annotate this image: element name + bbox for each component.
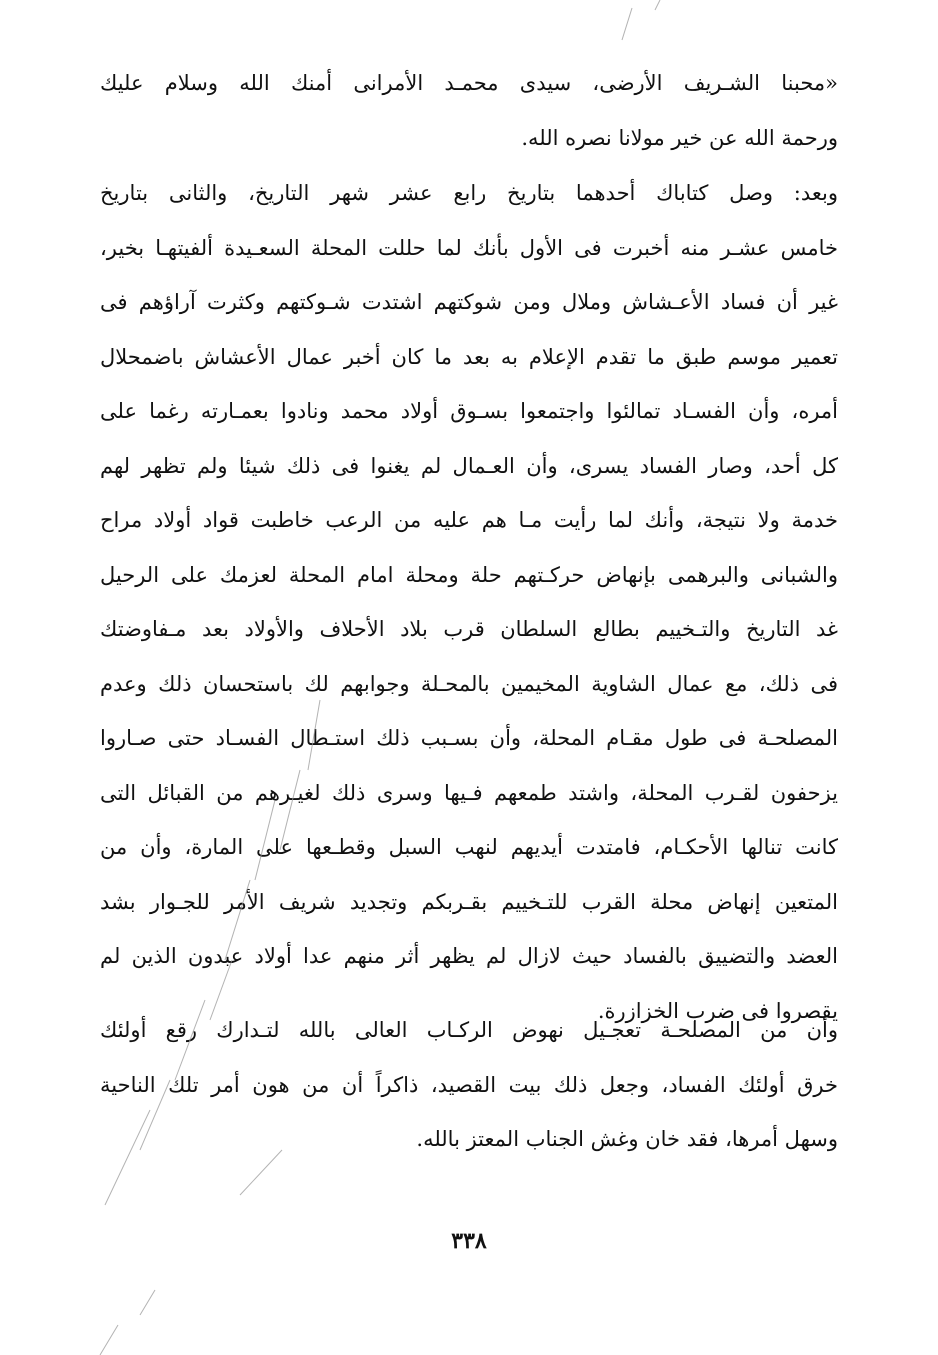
paragraph-closing — [100, 1003, 838, 1167]
text-line: يزحفون لقـرب المحلة، واشتد طمعهم فـيها وسرى ذلك لغيـرهم من القبائل التى — [100, 780, 838, 805]
text-line: وأن من المصلحـة تعجـيل نهوض الركـاب العالى بالله لتـدارك رقع أولئك — [100, 1018, 838, 1042]
text-line: تعمير موسم طبق ما تقدم الإعلام به بعد ما كان أخبر عمال الأعشاش باضمحلال — [100, 344, 838, 369]
text-line: ورحمة الله عن خير مولانا نصره الله. — [521, 125, 838, 150]
text-line: خامس عشـر منه أخبرت فى الأول بأنك لما حللت المحلة السعـيدة ألفيتهـا بخير، — [100, 235, 838, 260]
text-line: خرق أولئك الفساد، وجعل ذلك بيت القصيد، ذاكراً أن من هون أمر تلك الناحية — [100, 1072, 838, 1097]
text-line: أمره، وأن الفسـاد تمالئوا واجتمعوا بسـوق أولاد محمد ونادوا بعمـارته رغما على — [100, 399, 838, 423]
text-line: وسهل أمرها، فقد خان وغش الجناب المعتز بالله. — [416, 1127, 838, 1151]
text-line: والشبانى والبرهمى بإنهاض حركـتهم حلة ومحلة امام المحلة لعزمك على الرحيل — [100, 562, 838, 587]
paragraph-salutation — [100, 56, 838, 165]
text-line: وبعد: وصل كتاباك أحدهما بتاريخ رابع عشر شهر التاريخ، والثانى بتاريخ — [100, 181, 838, 205]
text-line: العضد والتضييق بالفساد حيث لازال لم يظهر أثر منهم عدا أولاد عبدون الذين لم — [100, 944, 838, 968]
text-line: المتعين إنهاض محلة القرب للتـخييم بقـربكم وتجديد شريف الأمر للجـوار بشد — [100, 889, 838, 914]
text-line: فى ذلك، مع عمال الشاوية المخيمين بالمحـلة وجوابهم لك باستحسان ذلك وعدم — [100, 671, 838, 696]
text-line: المصلحـة فى طول مقـام المحلة، وأن بسـبب ذلك استـطال الفسـاد حتى صـاروا — [100, 726, 838, 750]
text-line: كانت تنالها الأحكـام، فامتدت أيديهم لنهب السبل وقطـعها على المارة، وأن من — [100, 835, 838, 859]
text-line: يقصروا فى ضرب الخزازرة. — [597, 998, 838, 1023]
text-line: غد التاريخ والتـخييم بطالع السلطان قرب بلاد الأحلاف والأولاد بعد مـفاوضتك — [100, 617, 838, 641]
text-line: كل أحد، وصار الفساد يسرى، وأن العـمال لم يغنوا فى ذلك شيئا ولم تظهر لهم — [100, 453, 838, 478]
text-line: خدمة ولا نتيجة، وأنك لما رأيت مـا هم عليه من الرعب خاطبت قواد أولاد مراح — [100, 508, 838, 532]
text-line: غير أن فساد الأعـشاش وملال ومن شوكتهم اشتدت شـوكتهم وكثرت آراؤهم فى — [100, 290, 838, 314]
page-number: ٣٣٨ — [451, 1228, 487, 1254]
paragraph-body — [100, 166, 838, 1038]
text-line: «محبنا الشـريف الأرضى، سيدى محمـد الأمرانى أمنك الله وسلام عليك — [100, 71, 838, 95]
